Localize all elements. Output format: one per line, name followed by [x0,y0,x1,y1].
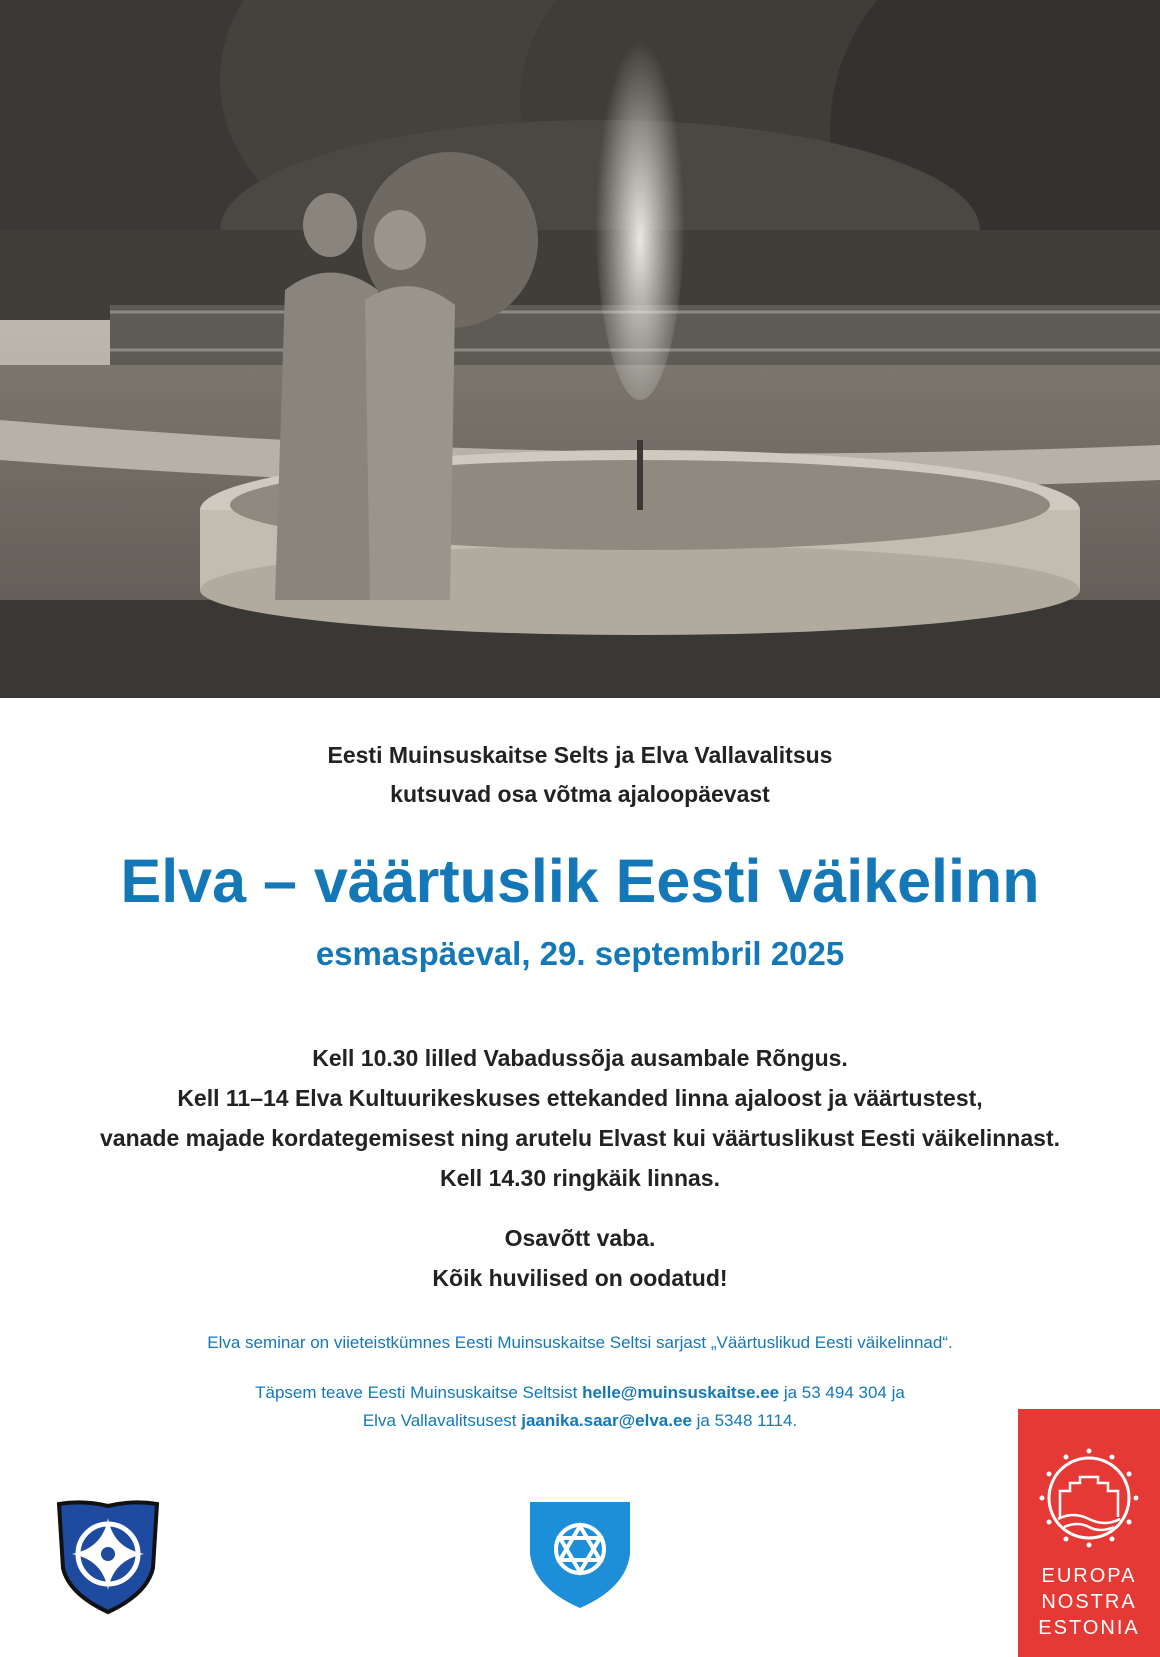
contact-block [0,1379,1160,1435]
series-note: Elva seminar on viieteistkümnes Eesti Muinsuskaitse Seltsi sarjast „Väärtuslikud Eesti väikelinnad“. [207,1333,953,1352]
welcome-line-2: Kõik huvilised on oodatud! [432,1265,728,1291]
welcome-block [0,1218,1160,1298]
contact-suffix-1: ja 53 494 304 ja [779,1383,905,1402]
program-line-3: vanade majade kordategemisest ning arutelu Elvast kui väärtuslikust Eesti väikelinnast. [100,1125,1060,1151]
europa-nostra-emblem-icon [1038,1447,1140,1549]
intro-line-1: Eesti Muinsuskaitse Selts ja Elva Vallavalitsus [327,742,833,768]
europa-nostra-text [1018,1563,1160,1641]
intro-line-2: kutsuvad osa võtma ajaloopäevast [390,781,770,807]
contact-line-2 [0,1407,1160,1435]
welcome-line-1: Osavõtt vaba. [504,1225,656,1251]
vintage-photo-icon [0,0,1160,698]
email-link-muinsuskaitse[interactable]: helle@muinsuskaitse.ee [582,1383,780,1402]
contact-suffix-2: ja 5348 1114. [691,1411,798,1430]
email-link-elva[interactable]: jaanika.saar@elva.ee [521,1411,692,1430]
event-title: Elva – väärtuslik Eesti väikelinn [120,847,1040,915]
contact-line-1 [0,1379,1160,1407]
europa-nostra-logo [1018,1409,1160,1657]
europa-nostra-line-2: NOSTRA [1041,1591,1137,1613]
europa-nostra-line-3: ESTONIA [1038,1617,1140,1639]
program-line-2: Kell 11–14 Elva Kultuurikeskuses ettekanded linna ajaloost ja väärtustest, [177,1085,983,1111]
muinsuskaitse-logo [55,1498,161,1616]
program-line-4: Kell 14.30 ringkäik linnas. [440,1165,720,1191]
europa-nostra-line-1: EUROPA [1041,1565,1137,1587]
header-photo [0,0,1160,698]
program-line-1: Kell 10.30 lilled Vabadussõja ausambale Rõngus. [312,1045,848,1071]
contact-prefix-1: Täpsem teave Eesti Muinsuskaitse Seltsist [255,1383,583,1402]
intro-block [0,736,1160,814]
elva-crest-icon [528,1498,632,1611]
elva-logo [528,1498,632,1611]
muinsuskaitse-crest-icon [55,1498,161,1616]
event-date: esmaspäeval, 29. septembril 2025 [315,935,845,972]
contact-prefix-2: Elva Vallavalitsusest [362,1411,522,1430]
program-block [0,1038,1160,1198]
